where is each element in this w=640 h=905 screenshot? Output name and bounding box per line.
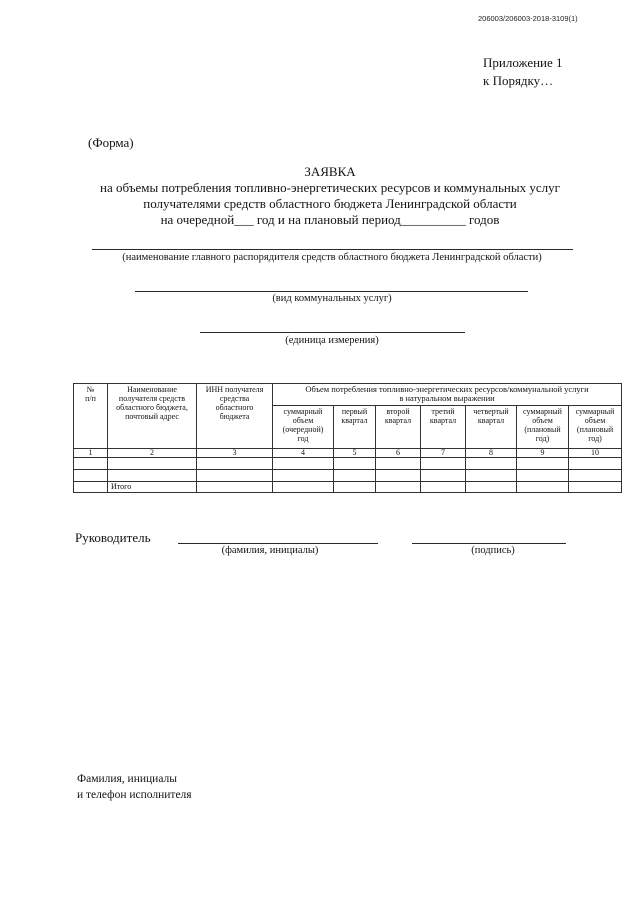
document-reference: 206003/206003-2018-3109(1)	[478, 14, 578, 23]
header-line: квартал	[384, 416, 412, 425]
table-cell	[421, 482, 466, 493]
table-cell	[334, 458, 376, 470]
table-cell	[466, 470, 517, 482]
table-cell	[334, 470, 376, 482]
name-caption: (фамилия, инициалы)	[221, 545, 319, 556]
header-line: областного бюджета,	[116, 403, 188, 412]
header-line: второй	[386, 407, 410, 416]
header-line: третий	[431, 407, 455, 416]
distributor-caption: (наименование главного распорядителя средств областного бюджета Ленинградской области)	[122, 252, 542, 263]
column-number: 8	[466, 449, 517, 458]
table-cell	[421, 458, 466, 470]
service-fill-line	[135, 291, 528, 292]
table-cell	[517, 482, 569, 493]
table-cell	[376, 470, 421, 482]
column-number: 9	[517, 449, 569, 458]
header-line: бюджета	[219, 412, 250, 421]
header-line: Наименование	[127, 385, 177, 394]
form-label: (Форма)	[88, 135, 134, 150]
table-cell	[273, 482, 334, 493]
table-cell	[273, 458, 334, 470]
header-total-current-year	[273, 406, 334, 449]
header-volume-group	[273, 384, 622, 406]
table-row	[74, 458, 622, 470]
column-number: 5	[334, 449, 376, 458]
header-line: областного	[215, 403, 254, 412]
table-cell	[421, 470, 466, 482]
header-num	[74, 384, 108, 449]
header-inn	[197, 384, 273, 449]
header-line: (очередной)	[282, 425, 324, 434]
header-line: год)	[588, 434, 602, 443]
distributor-fill-line	[92, 249, 573, 250]
header-line: суммарный	[283, 407, 323, 416]
header-quarter-2	[376, 406, 421, 449]
table-cell	[517, 470, 569, 482]
service-caption: (вид коммунальных услуг)	[272, 293, 392, 304]
header-line: получателя средств	[118, 394, 186, 403]
header-quarter-3	[421, 406, 466, 449]
unit-caption: (единица измерения)	[285, 335, 379, 346]
table-cell	[569, 470, 622, 482]
header-line: четвертый	[473, 407, 509, 416]
title-line: получателями средств областного бюджета Ленинградской области	[143, 196, 517, 211]
table-cell	[74, 470, 108, 482]
signature-fill-line	[412, 543, 566, 544]
header-recipient-name	[108, 384, 197, 449]
table-cell	[334, 482, 376, 493]
header-total-plan-year-2	[569, 406, 622, 449]
header-line: объем	[292, 416, 314, 425]
header-line: объем	[532, 416, 553, 425]
column-number: 1	[74, 449, 108, 458]
column-number-row	[74, 449, 622, 458]
column-number: 6	[376, 449, 421, 458]
header-line: Объем потребления топливно-энергетических ресурсов/коммунальной услуги	[305, 384, 589, 394]
signature-caption: (подпись)	[471, 545, 515, 556]
header-line: объем	[584, 416, 606, 425]
table-cell	[74, 482, 108, 493]
table-cell	[466, 458, 517, 470]
table-cell	[273, 470, 334, 482]
header-line: квартал	[341, 416, 368, 425]
table-cell	[74, 458, 108, 470]
header-line: (плановый	[576, 425, 614, 434]
table-row	[74, 470, 622, 482]
document-title	[30, 164, 630, 228]
header-line: год	[297, 434, 309, 443]
request-table	[73, 383, 622, 493]
header-line: квартал	[477, 416, 505, 425]
column-number: 10	[569, 449, 622, 458]
table-cell	[197, 458, 273, 470]
table-cell	[108, 458, 197, 470]
title-line: на объемы потребления топливно-энергетических ресурсов и коммунальных услуг	[100, 180, 560, 195]
total-label: Итого	[108, 482, 197, 493]
table-cell	[197, 482, 273, 493]
executor-line: Фамилия, инициалы	[77, 773, 177, 785]
header-line: средства	[219, 394, 250, 403]
appendix-line: Приложение 1	[483, 55, 563, 70]
total-row	[74, 482, 622, 493]
table-cell	[376, 458, 421, 470]
header-line: п/п	[85, 394, 96, 403]
header-line: №	[86, 385, 95, 394]
signatory-role: Руководитель	[75, 530, 151, 545]
title-heading: ЗАЯВКА	[304, 164, 356, 179]
header-line: квартал	[429, 416, 457, 425]
table-cell	[517, 458, 569, 470]
column-number: 7	[421, 449, 466, 458]
header-total-plan-year-1	[517, 406, 569, 449]
table-cell	[376, 482, 421, 493]
table-cell	[197, 470, 273, 482]
header-line: почтовый адрес	[125, 412, 179, 421]
column-number: 2	[108, 449, 197, 458]
header-quarter-4	[466, 406, 517, 449]
table-cell	[466, 482, 517, 493]
header-line: ИНН получателя	[205, 385, 264, 394]
header-line: суммарный	[523, 407, 562, 416]
header-line: суммарный	[575, 407, 615, 416]
header-line: (плановый	[524, 425, 561, 434]
appendix-note	[483, 54, 563, 90]
appendix-line: к Порядку…	[483, 73, 554, 88]
title-line: на очередной___ год и на плановый период__________ годов	[160, 212, 500, 227]
executor-note	[77, 771, 192, 803]
table-cell	[108, 470, 197, 482]
header-line: год)	[535, 434, 550, 443]
name-fill-line	[178, 543, 378, 544]
executor-line: и телефон исполнителя	[77, 789, 192, 801]
header-line: в натуральном выражении	[399, 393, 495, 403]
unit-fill-line	[200, 332, 465, 333]
header-quarter-1	[334, 406, 376, 449]
table-cell	[569, 482, 622, 493]
column-number: 4	[273, 449, 334, 458]
header-line: первый	[341, 407, 368, 416]
column-number: 3	[197, 449, 273, 458]
table-cell	[569, 458, 622, 470]
